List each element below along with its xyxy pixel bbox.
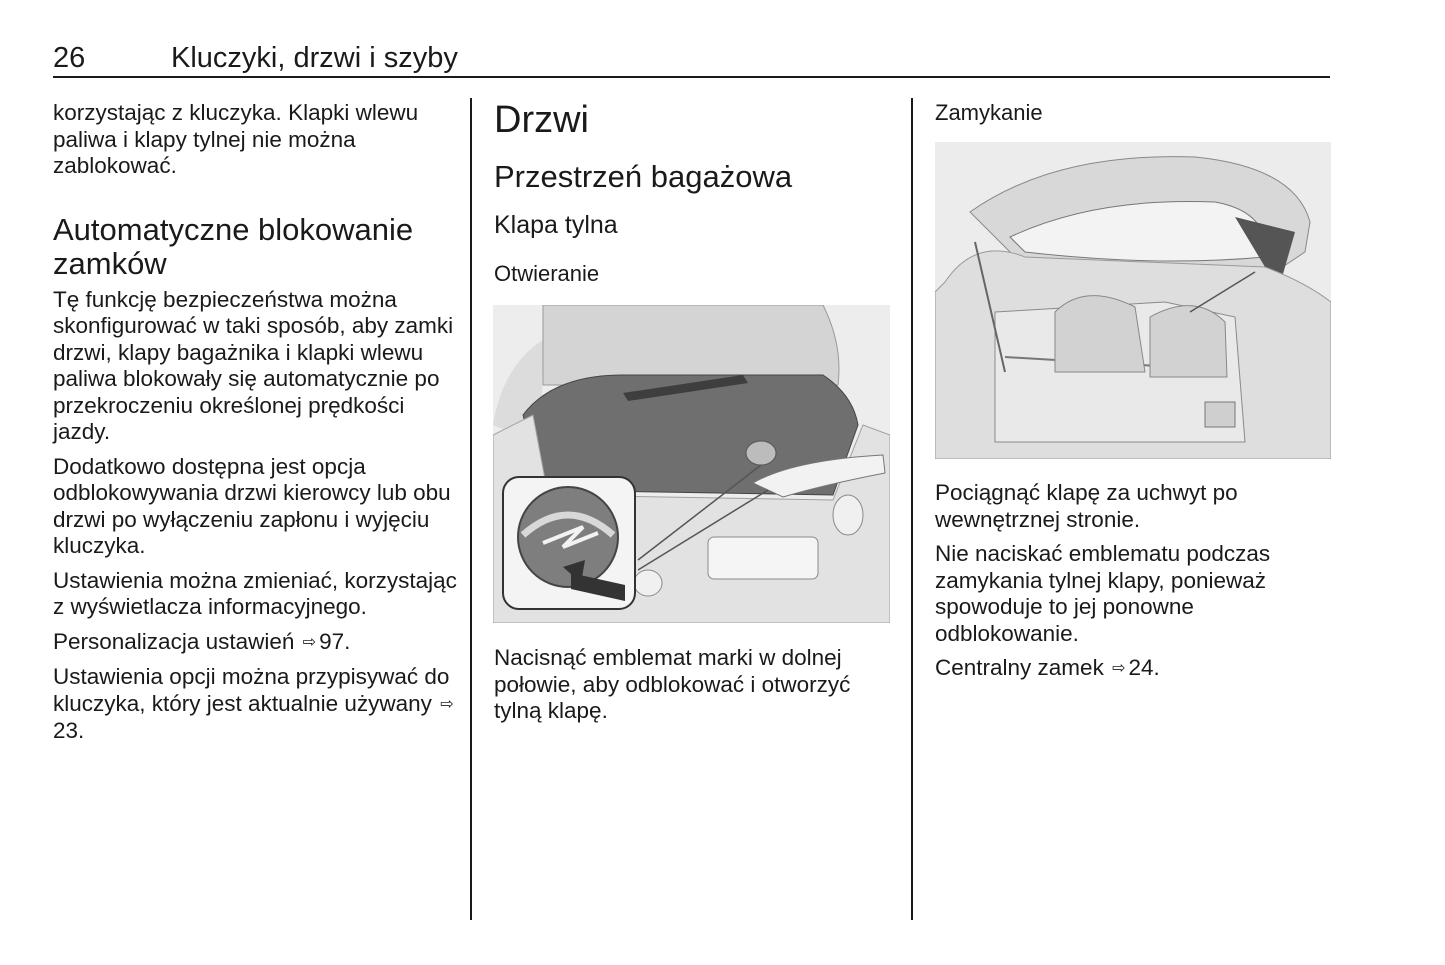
column-3 — [935, 480, 1330, 683]
page-reference[interactable]: 24. — [1128, 655, 1160, 680]
page-number: 26 — [53, 42, 86, 74]
section-heading: Automatyczne blokowanie zamków — [53, 211, 414, 281]
chapter-title: Kluczyki, drzwi i szyby — [171, 42, 458, 74]
paragraph-text: Ustawienia opcji można przypisywać do kluczyka, który jest aktualnie używany — [53, 664, 450, 716]
intro-paragraph: korzystając z kluczyka. Klapki wlewu paliwa i klapy tylnej nie można zablokować. — [53, 100, 419, 178]
paragraph — [53, 629, 458, 657]
page-reference[interactable]: 97. — [319, 628, 351, 654]
arrow-right-outline-icon: ⇨ — [1112, 660, 1126, 677]
paragraph-text: Centralny zamek — [935, 655, 1104, 680]
column-2 — [494, 100, 894, 287]
paragraph: Pociągnąć klapę za uchwyt po wewnętrznej stronie. — [935, 480, 1238, 532]
page-header — [53, 40, 1330, 78]
column-divider — [911, 98, 913, 920]
paragraph: Nie naciskać emblematu podczas zamykania tylnej klapy, ponieważ spowoduje to jej ponowne odblokowanie. — [935, 541, 1271, 646]
subsection-heading: Zamykanie — [935, 100, 1043, 125]
column-1 — [53, 100, 458, 745]
paragraph: Dodatkowo dostępna jest opcja odblokowywania drzwi kierowcy lub obu drzwi po wyłączeniu zapłonu i wyjęciu kluczyka. — [53, 453, 451, 558]
car-rear-illustration — [493, 305, 890, 623]
open-tailgate-illustration — [935, 142, 1331, 459]
page-reference[interactable]: 23. — [53, 718, 85, 743]
paragraph: Tę funkcję bezpieczeństwa można skonfigurować w taki sposób, aby zamki drzwi, klapy bagażnika i klapki wlewu paliwa blokowały się automatycznie po przekroczeniu określonej prędkości jazdy. — [53, 286, 454, 444]
paragraph — [53, 664, 458, 745]
paragraph-text: Personalizacja ustawień — [53, 628, 295, 654]
column-divider — [470, 98, 472, 920]
paragraph: Ustawienia można zmieniać, korzystając z wyświetlacza informacyjnego. — [53, 567, 457, 619]
arrow-right-outline-icon: ⇨ — [302, 633, 317, 651]
subtitle: Przestrzeń bagażowa — [494, 159, 793, 194]
figure-caption — [494, 645, 894, 725]
page-title: Drzwi — [494, 99, 589, 141]
paragraph — [935, 655, 1330, 683]
caption-paragraph: Nacisnąć emblemat marki w dolnej połowie, aby odblokować i otworzyć tylną klapę. — [494, 645, 851, 723]
figure-closing-tailgate — [935, 142, 1331, 459]
arrow-right-outline-icon: ⇨ — [440, 695, 454, 713]
figure-emblem-press — [493, 305, 890, 623]
subsection-heading: Otwieranie — [494, 261, 600, 286]
section-heading: Klapa tylna — [494, 211, 618, 239]
column-3-heading — [935, 100, 1330, 126]
